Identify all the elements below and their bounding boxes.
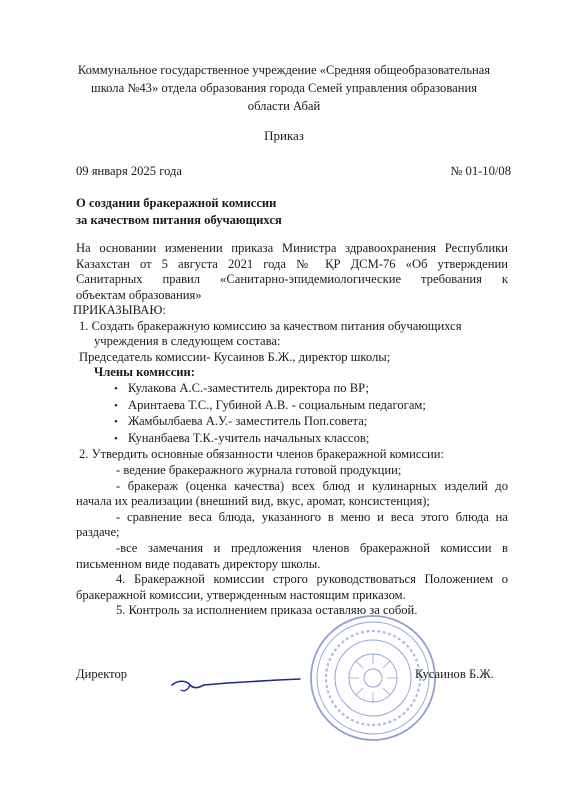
document-title: Приказ <box>264 128 304 143</box>
basis-paragraph <box>76 241 508 303</box>
duty-3-line-1: - сравнение веса блюда, указанного в меню и веса этого блюда на <box>116 509 508 524</box>
signature-position: Директор <box>76 667 128 681</box>
item-1-line-1: 1. Создать бракеражную комиссию за качеством питания обучающихся <box>79 318 462 333</box>
order-number: № 01-10/08 <box>450 164 511 178</box>
header-line-1: Коммунальное государственное учреждение «Средняя общеобразовательная <box>77 63 491 77</box>
duty-3-line-2: раздаче; <box>76 525 120 540</box>
subject-line-2: за качеством питания обучающихся <box>76 213 282 227</box>
duty-2-line-1: - бракераж (оценка качества) всех блюд и кулинарных изделий до <box>116 478 508 493</box>
order-subject <box>76 195 282 229</box>
basis-line-3: Санитарных правил «Санитарно-эпидемиологические требования к <box>76 272 508 286</box>
signatory-name: Кусаинов Б.Ж. <box>415 667 494 681</box>
item-4-line-1: 4. Бракеражной комиссии строго руководствоваться Положением о <box>116 572 508 587</box>
duty-1: - ведение бракеражного журнала готовой продукции; <box>116 462 402 477</box>
duty-4-line-1: -все замечания и предложения членов бракеражной комиссии в <box>116 540 508 555</box>
duty-4-line-2: письменном виде подавать директору школы. <box>76 556 321 571</box>
subject-line-1: О создании бракеражной комиссии <box>76 196 277 210</box>
chairman-line: Председатель комиссии- Кусаинов Б.Ж., директор школы; <box>79 349 391 364</box>
basis-line-4: объектам образования» <box>76 287 202 302</box>
header-line-3: области Абай <box>247 99 321 113</box>
duty-2-line-2: начала их реализации (внешний вид, вкус, аромат, консистенция); <box>76 494 430 509</box>
basis-line-1: На основании изменении приказа Министра здравоохранения Республики <box>76 241 508 255</box>
order-word: ПРИКАЗЫВАЮ: <box>73 303 166 317</box>
item-2-line-1: 2. Утвердить основные обязанности членов бракеражной комиссии: <box>79 447 445 462</box>
basis-line-2: Казахстан от 5 августа 2021 года № ҚР ДСМ-76 «Об утверждении <box>76 256 508 271</box>
member-item: • Аринтаева Т.С., Губиной А.В. - социальным педагогам; <box>76 398 508 415</box>
handwritten-signature <box>168 668 308 698</box>
member-item: • Кунанбаева Т.К.-учитель начальных классов; <box>76 431 508 448</box>
order-date: 09 января 2025 года <box>76 164 183 178</box>
item-1-line-2: учреждения в следующем состава: <box>94 334 281 349</box>
organization-header <box>40 61 528 115</box>
order-body <box>73 303 508 619</box>
member-item: • Кулакова А.С.-заместитель директора по ВР; <box>76 381 508 398</box>
member-item: • Жамбылбаева А.У.- заместитель Поп.совета; <box>76 414 508 431</box>
item-4-line-2: бракеражной комиссии, утвержденным настоящим приказом. <box>76 587 406 602</box>
header-line-2: школа №43» отдела образования города Семей управления образования <box>91 81 477 95</box>
item-5: 5. Контроль за исполнением приказа оставляю за собой. <box>116 603 418 618</box>
members-heading: Члены комиссии: <box>94 365 196 380</box>
